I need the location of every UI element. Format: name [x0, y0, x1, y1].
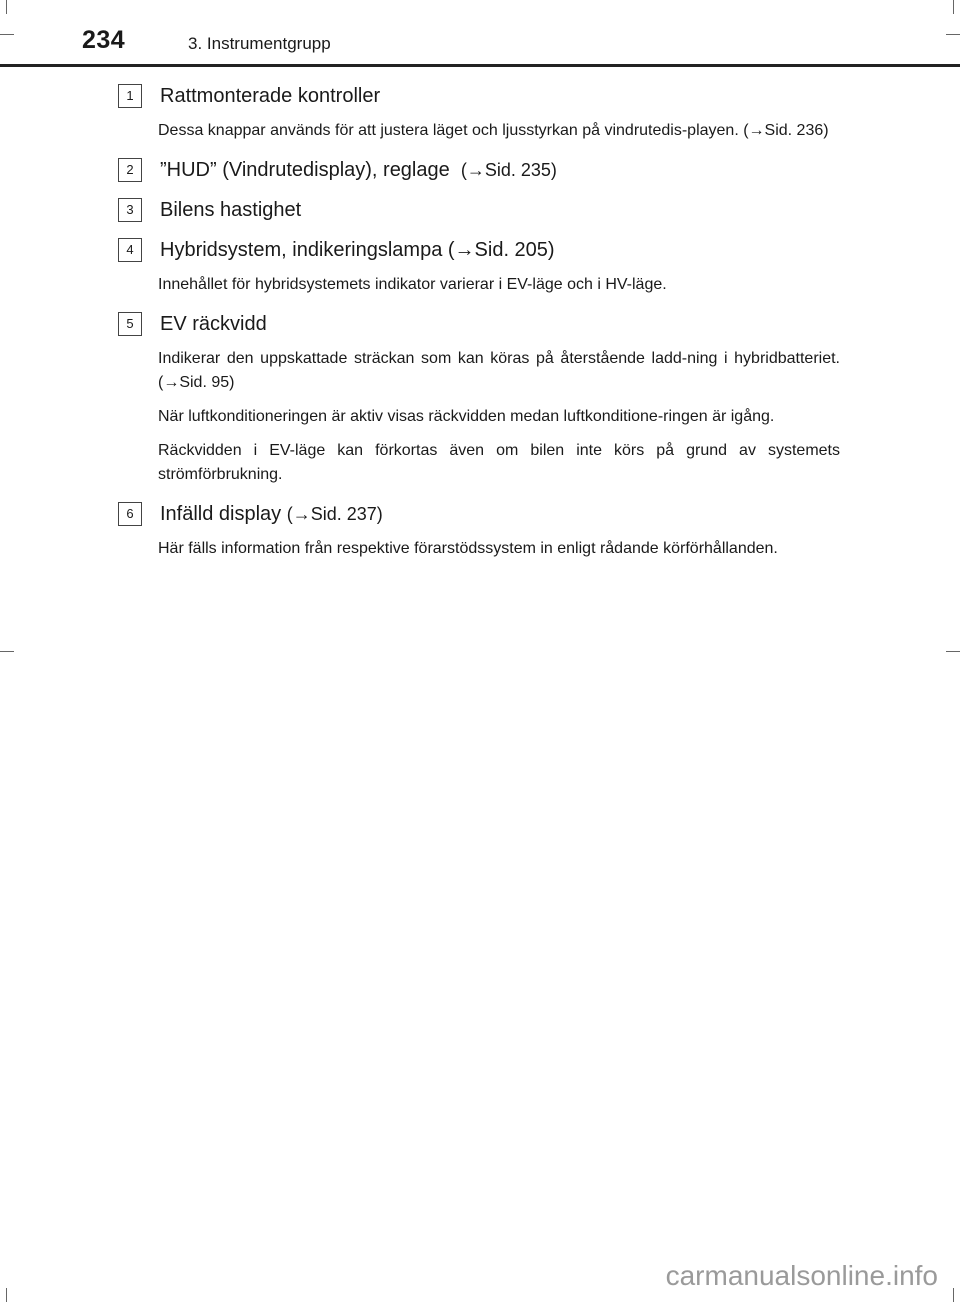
- item-heading: [118, 153, 840, 187]
- page-header: [0, 0, 960, 70]
- item-paragraph: När luftkonditioneringen är aktiv visas räckvidden medan luftkonditione-ringen är igång.: [158, 408, 775, 425]
- item-number: 2: [118, 158, 142, 182]
- item-number: 3: [118, 198, 142, 222]
- page-reference: (→Sid. 237): [286, 503, 383, 524]
- item-number: 6: [118, 502, 142, 526]
- crop-mark: [953, 1288, 954, 1302]
- item-heading: [118, 193, 840, 227]
- item-heading: [118, 307, 840, 341]
- item-title: EV räckvidd: [160, 312, 267, 335]
- list-item: [118, 153, 840, 187]
- list-item: [118, 193, 840, 227]
- item-paragraph: Dessa knappar används för att justera läget och ljusstyrkan på vindrutedis-playen. (→Sid. 236): [158, 122, 829, 139]
- item-paragraph: Innehållet för hybridsystemets indikator varierar i EV-läge och i HV-läge.: [158, 276, 667, 293]
- item-heading: [118, 79, 840, 113]
- item-number: 4: [118, 238, 142, 262]
- item-heading: [118, 497, 840, 531]
- chapter-title: 3. Instrumentgrupp: [188, 34, 331, 53]
- item-title: Infälld display: [160, 502, 282, 525]
- list-item: [118, 233, 840, 297]
- crop-mark: [0, 651, 14, 652]
- page-number: 234: [82, 26, 126, 54]
- item-paragraph: Räckvidden i EV-läge kan förkortas även om bilen inte körs på grund av systemets strömförbrukning.: [158, 442, 840, 483]
- item-number: 5: [118, 312, 142, 336]
- list-item: [118, 307, 840, 487]
- list-item: [118, 79, 840, 143]
- item-paragraph: Här fälls information från respektive förarstödssystem in enligt rådande körförhållanden.: [158, 540, 778, 557]
- item-title: Rattmonterade kontroller: [160, 84, 381, 107]
- item-paragraph: Indikerar den uppskattade sträckan som kan köras på återstående ladd-ning i hybridbatteriet. (→Sid. 95): [158, 350, 840, 391]
- watermark[interactable]: carmanualsonline.info: [665, 1260, 938, 1291]
- list-item: [118, 497, 840, 561]
- crop-mark: [946, 651, 960, 652]
- header-rule: [0, 64, 960, 67]
- item-title: Bilens hastighet: [160, 198, 302, 221]
- item-title: ”HUD” (Vindrutedisplay), reglage: [160, 158, 450, 181]
- item-heading: [118, 233, 840, 267]
- page-reference: (→Sid. 235): [460, 159, 557, 180]
- item-number: 1: [118, 84, 142, 108]
- content: [118, 75, 840, 571]
- crop-mark: [6, 1288, 7, 1302]
- item-title: Hybridsystem, indikeringslampa (→Sid. 205): [160, 238, 555, 261]
